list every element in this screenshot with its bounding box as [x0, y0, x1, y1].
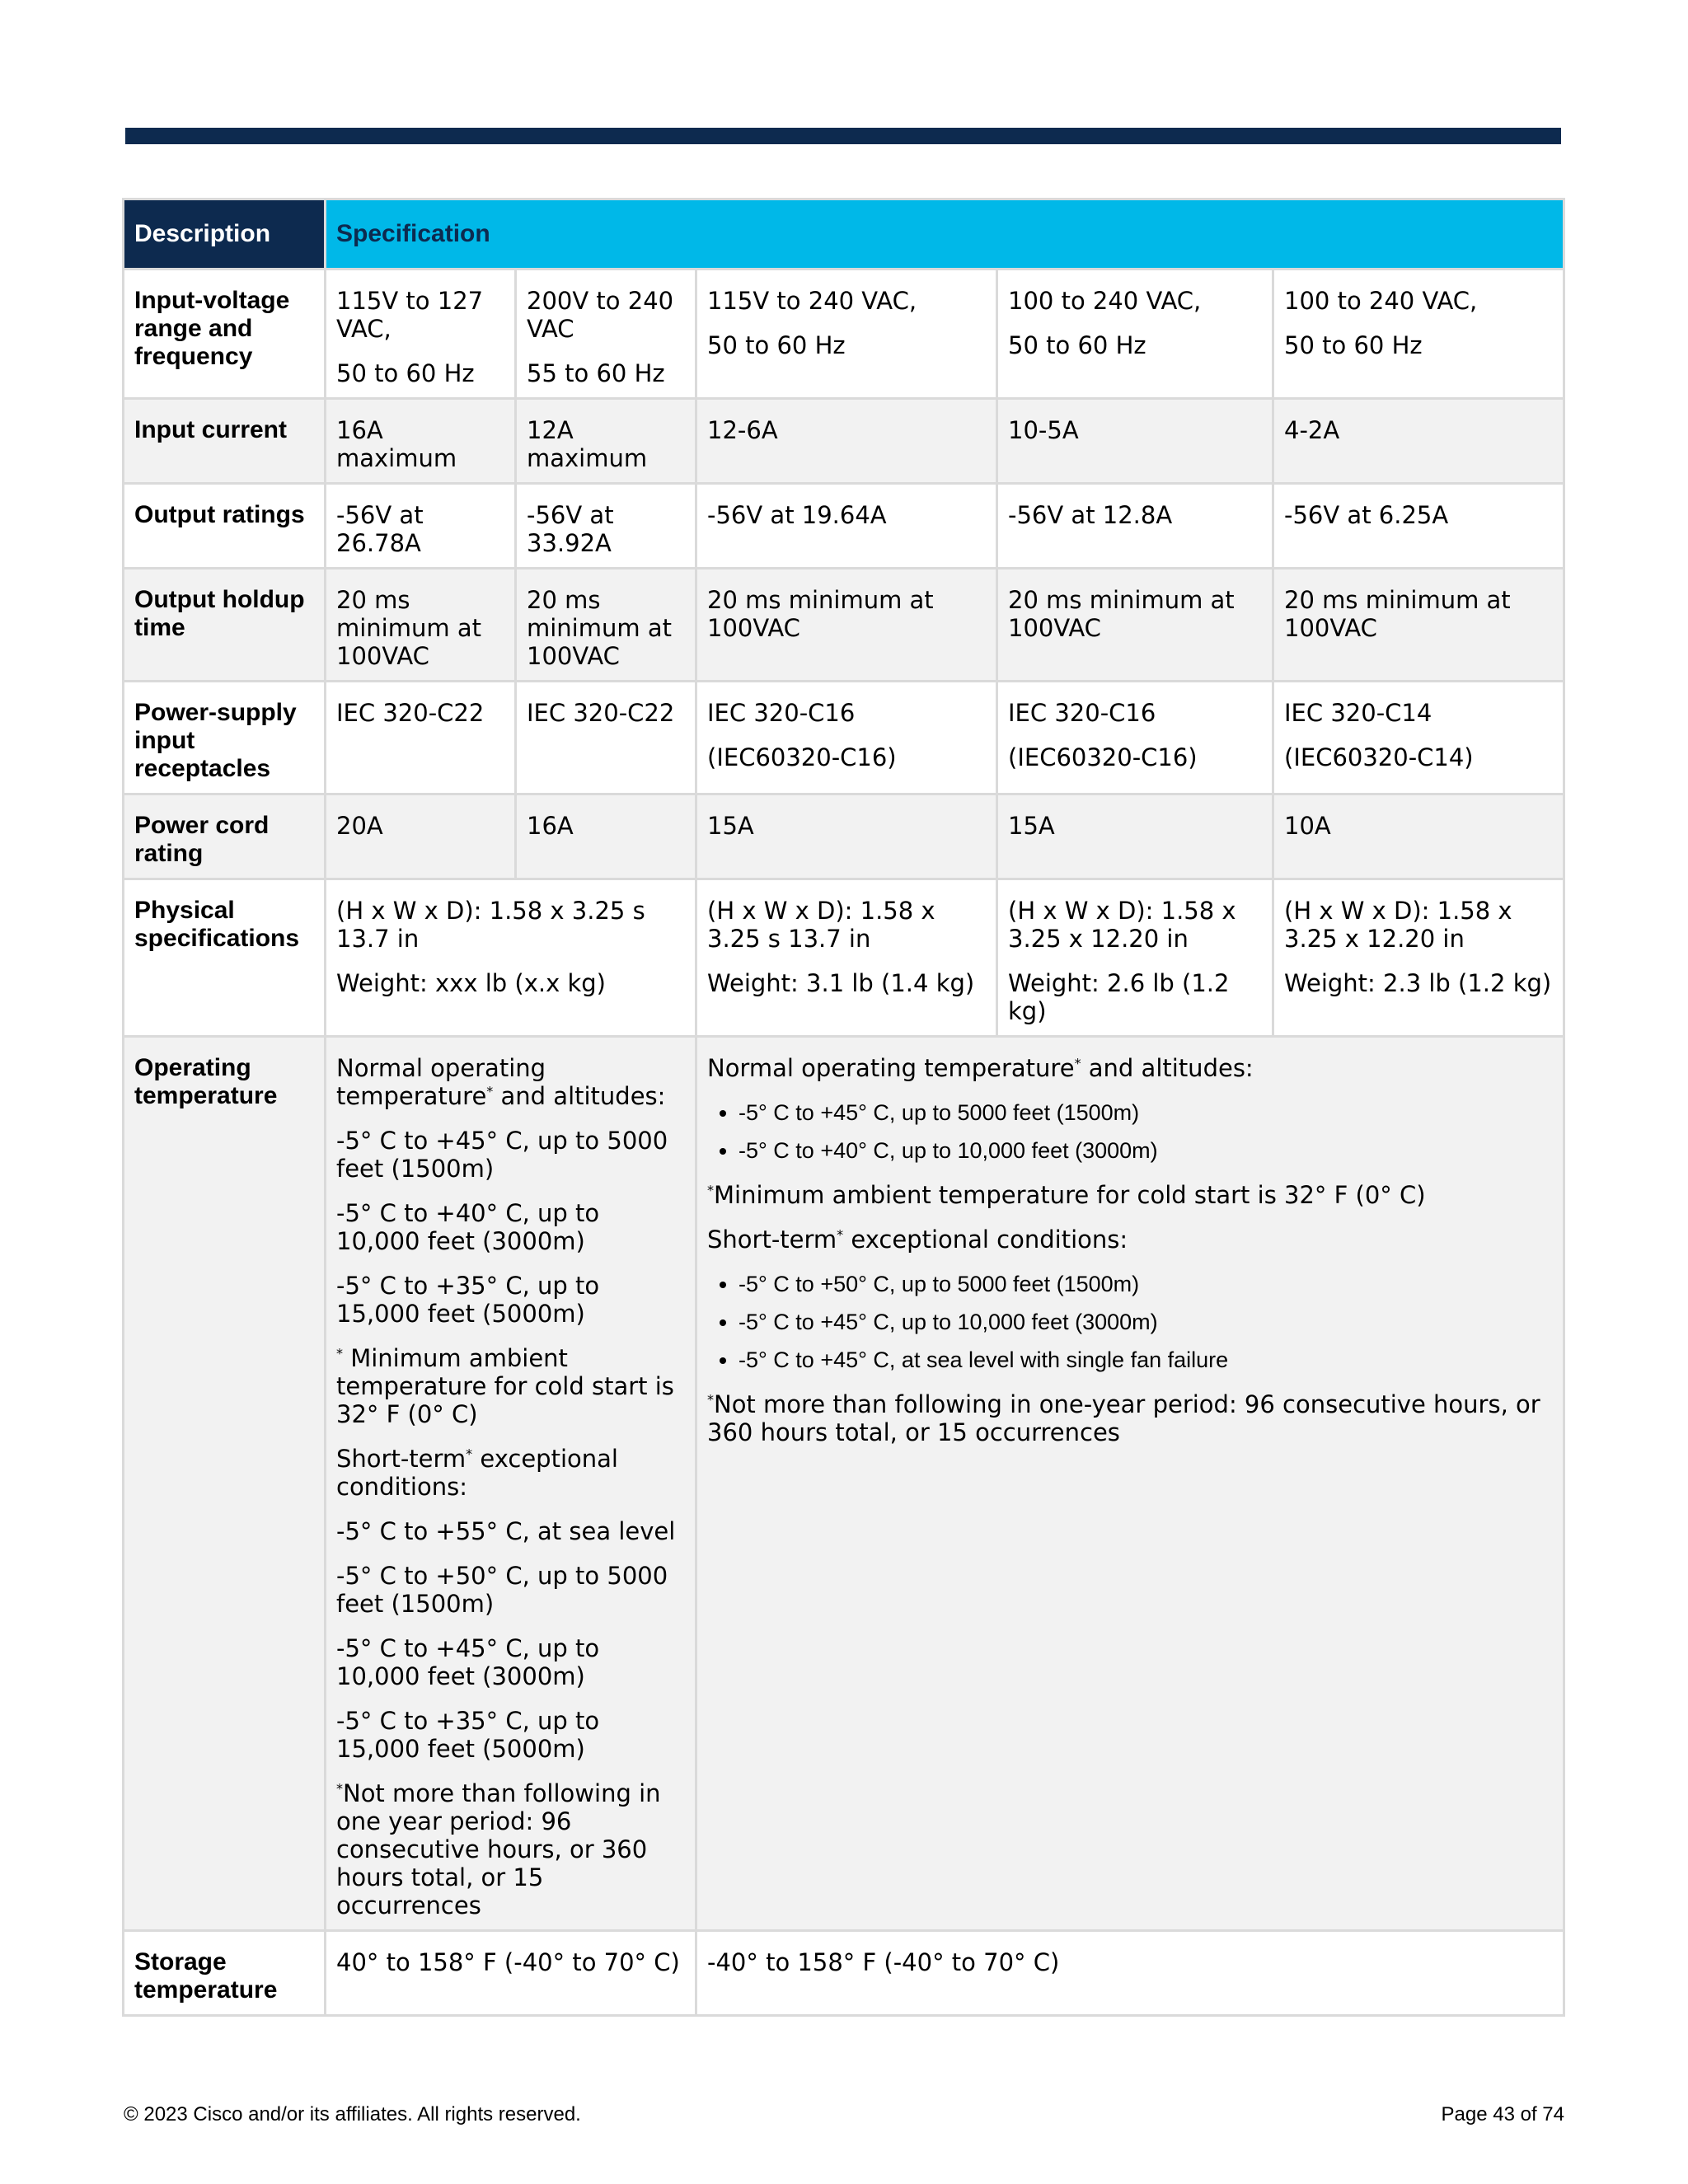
- table-cell: 100 to 240 VAC, 50 to 60 Hz: [1273, 269, 1564, 399]
- table-cell: 20 ms minimum at 100VAC: [1273, 569, 1564, 682]
- table-cell: IEC 320-C22: [326, 682, 516, 794]
- table-header-row: [124, 199, 1564, 269]
- row-label: Output ratings: [124, 484, 326, 569]
- row-label: Power-supply input receptacles: [124, 682, 326, 794]
- table-cell: 4-2A: [1273, 399, 1564, 484]
- table-cell: IEC 320-C22: [516, 682, 696, 794]
- table-row: [124, 879, 1564, 1037]
- table-row: [124, 399, 1564, 484]
- table-cell: 16A: [516, 794, 696, 879]
- normal-conditions-list: [707, 1099, 1553, 1165]
- footer-page-number: Page 43 of 74: [1441, 2103, 1564, 2125]
- table-row: [124, 682, 1564, 794]
- table-cell: 20A: [326, 794, 516, 879]
- table-cell: -56V at 26.78A: [326, 484, 516, 569]
- table-row: [124, 569, 1564, 682]
- table-cell: 12-6A: [696, 399, 997, 484]
- table-cell: 115V to 240 VAC, 50 to 60 Hz: [696, 269, 997, 399]
- table-cell: 15A: [696, 794, 997, 879]
- table-cell: IEC 320-C16 (IEC60320-C16): [696, 682, 997, 794]
- list-item: • -5° C to +45° C, up to 10,000 feet (3000m): [738, 1308, 1553, 1336]
- list-item: • -5° C to +45° C, at sea level with single fan failure: [738, 1346, 1553, 1374]
- table-cell: -56V at 19.64A: [696, 484, 997, 569]
- table-cell: (H x W x D): 1.58 x 3.25 x 12.20 in Weight: 2.6 lb (1.2 kg): [997, 879, 1273, 1037]
- table-cell: 10-5A: [997, 399, 1273, 484]
- table-cell: (H x W x D): 1.58 x 3.25 s 13.7 in Weight: 3.1 lb (1.4 kg): [696, 879, 997, 1037]
- table-cell: 12A maximum: [516, 399, 696, 484]
- table-cell: 20 ms minimum at 100VAC: [326, 569, 516, 682]
- row-label: Power cord rating: [124, 794, 326, 879]
- table-cell: -56V at 33.92A: [516, 484, 696, 569]
- table-cell: (H x W x D): 1.58 x 3.25 x 12.20 in Weight: 2.3 lb (1.2 kg): [1273, 879, 1564, 1037]
- table-cell: 15A: [997, 794, 1273, 879]
- table-cell-operating-right: Normal operating temperature* and altitudes: • -5° C to +45° C, up to 5000 feet (1500m) • -5° C to +40° C, up to 10,000 feet (3000m) *Minimum ambient temperature for cold start is 32° F (0° C) Short-term* exceptional conditions: • -5° C to +50° C, up to 5000 feet (1500m) • -5° C to +45° C, up to 10,000 feet (3000m) • -5° C to +45° C, at sea level with single fan failure *Not more than following in one-year period: 96 consecutive hours, or 360 hours total, or 15 occurrences: [696, 1037, 1564, 1931]
- table-row: [124, 1037, 1564, 1931]
- table-cell: -40° to 158° F (-40° to 70° C): [696, 1931, 1564, 2016]
- row-label: Physical specifications: [124, 879, 326, 1037]
- row-label: Input-voltage range and frequency: [124, 269, 326, 399]
- table-cell: -56V at 6.25A: [1273, 484, 1564, 569]
- specification-table: [122, 198, 1565, 2017]
- table-cell: 20 ms minimum at 100VAC: [997, 569, 1273, 682]
- table-cell: 16A maximum: [326, 399, 516, 484]
- table-row: [124, 269, 1564, 399]
- table-cell: IEC 320-C16 (IEC60320-C16): [997, 682, 1273, 794]
- table-row: [124, 484, 1564, 569]
- short-term-conditions-list: [707, 1270, 1553, 1374]
- table-cell: (H x W x D): 1.58 x 3.25 s 13.7 in Weight: xxx lb (x.x kg): [326, 879, 696, 1037]
- footer-copyright: © 2023 Cisco and/or its affiliates. All rights reserved.: [124, 2103, 581, 2125]
- table-cell: IEC 320-C14 (IEC60320-C14): [1273, 682, 1564, 794]
- list-item: • -5° C to +40° C, up to 10,000 feet (3000m): [738, 1137, 1553, 1165]
- top-rule: [125, 128, 1561, 144]
- row-label: Operating temperature: [124, 1037, 326, 1931]
- table-row: [124, 794, 1564, 879]
- row-label: Storage temperature: [124, 1931, 326, 2016]
- table-cell: 20 ms minimum at 100VAC: [516, 569, 696, 682]
- table-cell-operating-left: Normal operating temperature* and altitudes: -5° C to +45° C, up to 5000 feet (1500m) -5° C to +40° C, up to 10,000 feet (3000m) -5° C to +35° C, up to 15,000 feet (5000m) * Minimum ambient temperature for cold start is 32° F (0° C) Short-term* exceptional conditions: -5° C to +55° C, at sea level -5° C to +50° C, up to 5000 feet (1500m) -5° C to +45° C, up to 10,000 feet (3000m) -5° C to +35° C, up to 15,000 feet (5000m) *Not more than following in one year period: 96 consecutive hours, or 360 hours total, or 15 occurrences: [326, 1037, 696, 1931]
- row-label: Output holdup time: [124, 569, 326, 682]
- table-cell: 115V to 127 VAC, 50 to 60 Hz: [326, 269, 516, 399]
- table-cell: 10A: [1273, 794, 1564, 879]
- list-item: • -5° C to +45° C, up to 5000 feet (1500m): [738, 1099, 1553, 1127]
- row-label: Input current: [124, 399, 326, 484]
- table-cell: 200V to 240 VAC 55 to 60 Hz: [516, 269, 696, 399]
- header-specification: Specification: [326, 199, 1564, 269]
- list-item: • -5° C to +50° C, up to 5000 feet (1500m): [738, 1270, 1553, 1298]
- table-cell: 100 to 240 VAC, 50 to 60 Hz: [997, 269, 1273, 399]
- table-row: [124, 1931, 1564, 2016]
- table-cell: 20 ms minimum at 100VAC: [696, 569, 997, 682]
- header-description: Description: [124, 199, 326, 269]
- table-cell: 40° to 158° F (-40° to 70° C): [326, 1931, 696, 2016]
- table-cell: -56V at 12.8A: [997, 484, 1273, 569]
